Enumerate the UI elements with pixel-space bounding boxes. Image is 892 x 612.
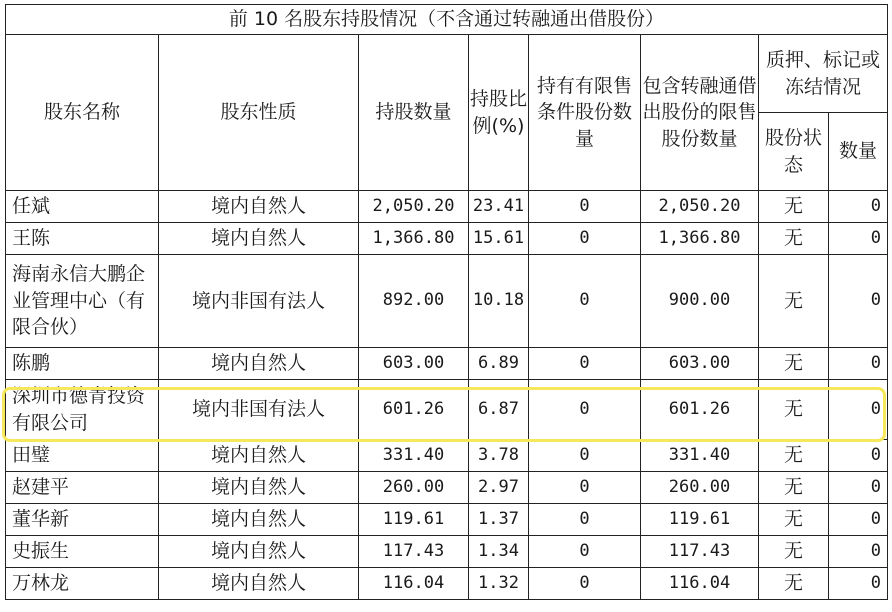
pledge-quantity: 0: [829, 255, 888, 348]
shareholder-name: 陈鹏: [6, 348, 159, 380]
shareholder-name: 史振生: [6, 536, 159, 568]
pledge-quantity: 0: [829, 504, 888, 536]
header-quantity: 持股数量: [359, 35, 469, 191]
holding-quantity: 117.43: [359, 536, 469, 568]
shareholder-nature: 境内非国有法人: [159, 380, 359, 440]
restricted-shares: 0: [529, 255, 641, 348]
table-row: [6, 536, 888, 568]
restricted-shares: 0: [529, 568, 641, 600]
holding-ratio: 10.18: [469, 255, 529, 348]
restricted-shares: 0: [529, 223, 641, 255]
restricted-shares: 0: [529, 348, 641, 380]
lent-restricted-shares: 331.40: [641, 440, 759, 472]
shareholder-nature: 境内自然人: [159, 223, 359, 255]
lent-restricted-shares: 260.00: [641, 472, 759, 504]
restricted-shares: 0: [529, 536, 641, 568]
holding-quantity: 1,366.80: [359, 223, 469, 255]
shareholder-nature: 境内自然人: [159, 191, 359, 223]
pledge-status: 无: [759, 472, 829, 504]
pledge-quantity: 0: [829, 380, 888, 440]
holding-quantity: 2,050.20: [359, 191, 469, 223]
table-row: [6, 255, 888, 348]
shareholder-nature: 境内自然人: [159, 504, 359, 536]
pledge-status: 无: [759, 568, 829, 600]
pledge-status: 无: [759, 536, 829, 568]
holding-ratio: 23.41: [469, 191, 529, 223]
holding-ratio: 3.78: [469, 440, 529, 472]
pledge-quantity: 0: [829, 472, 888, 504]
pledge-quantity: 0: [829, 536, 888, 568]
restricted-shares: 0: [529, 191, 641, 223]
shareholder-name: 王陈: [6, 223, 159, 255]
lent-restricted-shares: 2,050.20: [641, 191, 759, 223]
pledge-quantity: 0: [829, 440, 888, 472]
pledge-status: 无: [759, 440, 829, 472]
lent-restricted-shares: 900.00: [641, 255, 759, 348]
holding-quantity: 331.40: [359, 440, 469, 472]
holding-quantity: 116.04: [359, 568, 469, 600]
header-ratio: 持股比例(%): [469, 35, 529, 191]
holding-quantity: 601.26: [359, 380, 469, 440]
shareholder-name: 赵建平: [6, 472, 159, 504]
shareholder-nature: 境内自然人: [159, 536, 359, 568]
shareholder-name: 深圳市德青投资有限公司: [6, 380, 159, 440]
holding-ratio: 15.61: [469, 223, 529, 255]
shareholder-name: 海南永信大鹏企业管理中心（有限合伙）: [6, 255, 159, 348]
shareholder-name: 田璧: [6, 440, 159, 472]
shareholder-table: [5, 4, 888, 600]
header-pledge-qty: 数量: [829, 113, 888, 191]
table-row: [6, 348, 888, 380]
table-row: [6, 191, 888, 223]
holding-quantity: 892.00: [359, 255, 469, 348]
shareholder-nature: 境内自然人: [159, 472, 359, 504]
table-row: [6, 440, 888, 472]
header-pledge-status: 股份状态: [759, 113, 829, 191]
table-row: [6, 223, 888, 255]
lent-restricted-shares: 117.43: [641, 536, 759, 568]
table-title: 前 10 名股东持股情况（不含通过转融通出借股份）: [6, 5, 888, 35]
pledge-status: 无: [759, 504, 829, 536]
restricted-shares: 0: [529, 472, 641, 504]
shareholder-nature: 境内自然人: [159, 440, 359, 472]
pledge-quantity: 0: [829, 568, 888, 600]
holding-ratio: 1.37: [469, 504, 529, 536]
holding-ratio: 6.89: [469, 348, 529, 380]
table-row: [6, 380, 888, 440]
shareholder-nature: 境内自然人: [159, 348, 359, 380]
holding-quantity: 260.00: [359, 472, 469, 504]
pledge-status: 无: [759, 348, 829, 380]
holding-quantity: 119.61: [359, 504, 469, 536]
restricted-shares: 0: [529, 380, 641, 440]
lent-restricted-shares: 116.04: [641, 568, 759, 600]
pledge-quantity: 0: [829, 191, 888, 223]
holding-quantity: 603.00: [359, 348, 469, 380]
holding-ratio: 1.32: [469, 568, 529, 600]
header-name: 股东名称: [6, 35, 159, 191]
shareholder-name: 任斌: [6, 191, 159, 223]
header-pledge-group: 质押、标记或冻结情况: [759, 35, 888, 113]
pledge-status: 无: [759, 255, 829, 348]
restricted-shares: 0: [529, 504, 641, 536]
header-restricted: 持有有限售条件股份数量: [529, 35, 641, 191]
pledge-quantity: 0: [829, 223, 888, 255]
lent-restricted-shares: 603.00: [641, 348, 759, 380]
header-nature: 股东性质: [159, 35, 359, 191]
shareholder-name: 董华新: [6, 504, 159, 536]
holding-ratio: 2.97: [469, 472, 529, 504]
header-lent-restricted: 包含转融通借出股份的限售股份数量: [641, 35, 759, 191]
lent-restricted-shares: 119.61: [641, 504, 759, 536]
restricted-shares: 0: [529, 440, 641, 472]
lent-restricted-shares: 601.26: [641, 380, 759, 440]
pledge-status: 无: [759, 380, 829, 440]
shareholder-nature: 境内自然人: [159, 568, 359, 600]
shareholder-nature: 境内非国有法人: [159, 255, 359, 348]
pledge-status: 无: [759, 191, 829, 223]
holding-ratio: 1.34: [469, 536, 529, 568]
table-row: [6, 504, 888, 536]
table-row: [6, 472, 888, 504]
pledge-status: 无: [759, 223, 829, 255]
pledge-quantity: 0: [829, 348, 888, 380]
table-row: [6, 568, 888, 600]
shareholder-name: 万林龙: [6, 568, 159, 600]
lent-restricted-shares: 1,366.80: [641, 223, 759, 255]
holding-ratio: 6.87: [469, 380, 529, 440]
